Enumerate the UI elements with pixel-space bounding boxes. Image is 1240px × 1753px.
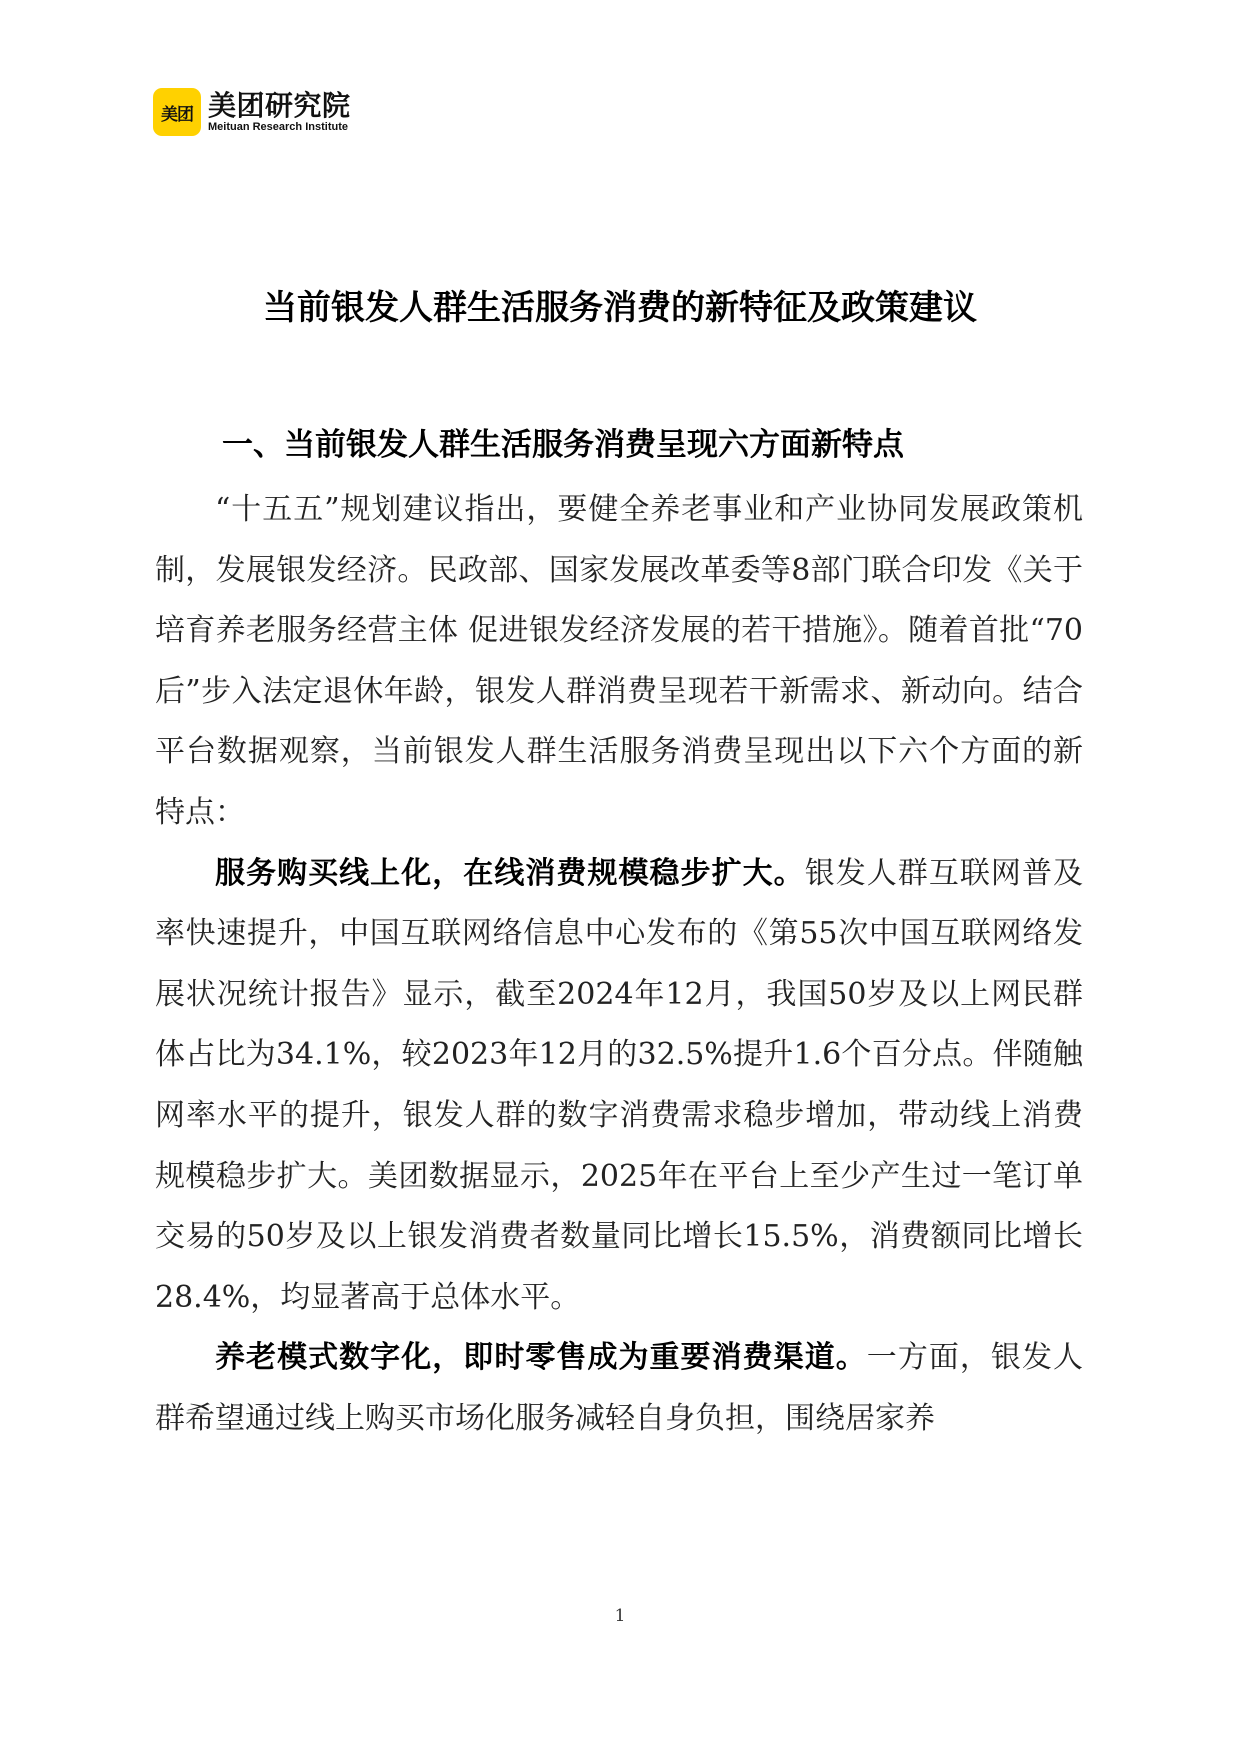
brand-block (208, 88, 351, 134)
document-title: 当前银发人群生活服务消费的新特征及政策建议 (263, 288, 977, 328)
paragraph-text: “十五五”规划建议指出，要健全养老事业和产业协同发展政策机制，发展银发经济。民政部、国家发展改革委等8部门联合印发《关于培育养老服务经营主体 促进银发经济发展的若干措施》。随着首批“70后”步入法定退休年龄，银发人群消费呈现若干新需求、新动向。结合平台数据观察，当前银发人群生活服务消费呈现出以下六个方面的新特点： (155, 492, 1083, 830)
paragraph-digital-elderly-care (155, 1328, 1083, 1449)
brand-name-cn: 美团研究院 (208, 88, 351, 122)
paragraph-lead: 服务购买线上化，在线消费规模稳步扩大。 (215, 855, 805, 891)
document-body (155, 480, 1083, 1450)
brand-name-en: Meituan Research Institute (208, 120, 348, 133)
meituan-logo-icon (153, 88, 201, 136)
paragraph-text: 一方面，银发人群希望通过线上购买市场化服务减轻自身负担，围绕居家养 (155, 1340, 1084, 1436)
section-heading: 一、当前银发人群生活服务消费呈现六方面新特点 (222, 427, 904, 463)
paragraph-text: 银发人群互联网普及率快速提升，中国互联网络信息中心发布的《第55次中国互联网络发展状况统计报告》显示，截至2024年12月，我国50岁及以上网民群体占比为34.1%，较2023年12月的32.5%提升1.6个百分点。伴随触网率水平的提升，银发人群的数字消费需求稳步增加，带动线上消费规模稳步扩大。美团数据显示，2025年在平台上至少产生过一笔订单交易的50岁及以上银发消费者数量同比增长15.5%，消费额同比增长28.4%，均显著高于总体水平。 (155, 855, 1083, 1315)
logo-mark-text: 美团 (161, 104, 193, 125)
page-number: 1 (614, 1606, 626, 1626)
paragraph-online-consumption (155, 844, 1083, 1329)
paragraph-intro (155, 480, 1083, 844)
paragraph-lead: 养老模式数字化，即时零售成为重要消费渠道。 (215, 1340, 867, 1376)
page-header (153, 88, 351, 136)
